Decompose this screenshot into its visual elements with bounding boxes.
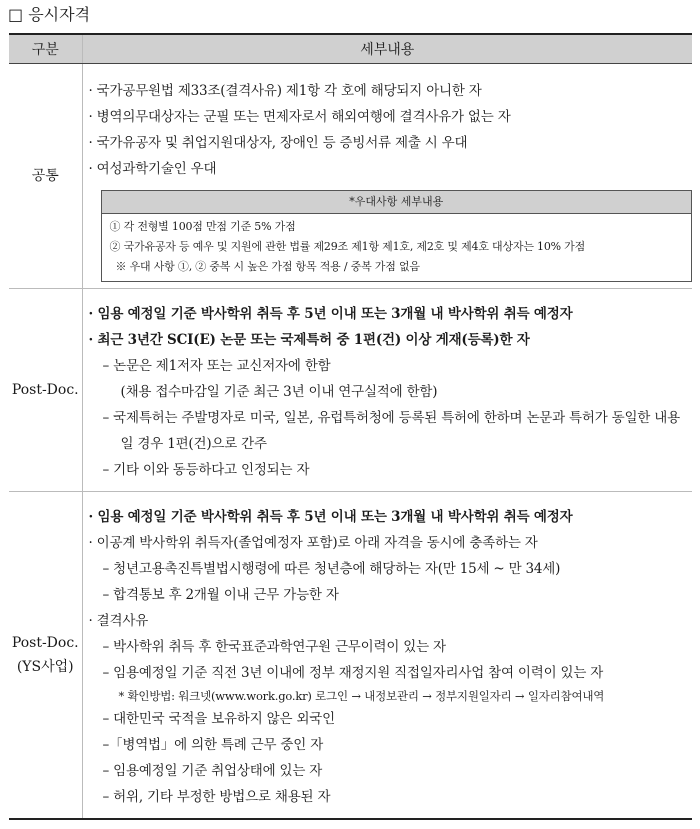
sub-item: –「병역법」에 의한 특례 근무 중인 자 [102,737,324,753]
verification-note: * 확인방법: 워크넷(www.work.go.kr) 로그인 → 내정보관리 → 정부지원일자리 → 일자리참여내역 [118,689,605,703]
list-item: · 국가공무원법 제33조(결격사유) 제1항 각 호에 해당되지 아니한 자 [88,83,482,99]
sub-item: – 기타 이와 동등하다고 인정되는 자 [102,462,310,478]
preference-item: ① 각 전형별 100점 만점 기준 5% 가점 [109,220,296,233]
preference-note: ※ 우대 사항 ①, ② 중복 시 높은 가점 항목 적용 / 중복 가점 없음 [115,260,420,273]
sub-item: – 임용예정일 기준 취업상태에 있는 자 [102,763,323,779]
eligibility-table [9,33,692,820]
category-postdoc-ys [9,492,82,820]
section-title: □ 응시자격 [8,5,91,24]
table-row-postdoc [9,289,692,492]
sub-item: – 허위, 기타 부정한 방법으로 채용된 자 [102,789,331,805]
list-item: · 결격사유 [88,613,149,629]
sub-item: – 국제특허는 주발명자로 미국, 일본, 유럽특허청에 등록된 특허에 한하며 논문과 특허가 동일한 내용일 경우 1편(건)으로 간주 [102,410,680,452]
details-postdoc-ys [82,492,692,820]
category-label: Post-Doc. [11,635,79,651]
sub-item: – 박사학위 취득 후 한국표준과학연구원 근무이력이 있는 자 [102,639,446,655]
sub-item: – 청년고용촉진특별법시행령에 따른 청년층에 해당하는 자(만 15세 ~ 만 34세) [102,561,561,577]
category-postdoc: Post-Doc. [9,289,82,492]
category-common: 공통 [9,64,82,289]
category-sublabel: (YS사업) [16,659,74,675]
table-header-row [9,34,692,64]
sub-item-note: (채용 접수마감일 기준 최근 3년 이내 연구실적에 한함) [120,384,438,400]
preference-box-title: *우대사항 세부내용 [102,191,692,214]
list-item: · 병역의무대상자는 군필 또는 면제자로서 해외여행에 결격사유가 없는 자 [88,109,511,125]
list-item: · 국가유공자 및 취업지원대상자, 장애인 등 증빙서류 제출 시 우대 [88,135,468,151]
header-category: 구분 [9,34,82,64]
list-item: · 이공계 박사학위 취득자(졸업예정자 포함)로 아래 자격을 동시에 충족하는 자 [88,535,538,551]
sub-item: – 대한민국 국적을 보유하지 않은 외국인 [102,711,335,727]
preference-item: ② 국가유공자 등 예우 및 지원에 관한 법률 제29조 제1항 제1호, 제2호 및 제4호 대상자는 10% 가점 [109,240,586,253]
table-row-common [9,64,692,289]
sub-item: – 논문은 제1저자 또는 교신저자에 한함 [102,358,331,374]
list-item: · 임용 예정일 기준 박사학위 취득 후 5년 이내 또는 3개월 내 박사학위 취득 예정자 [88,509,573,525]
sub-item: – 임용예정일 기준 직전 3년 이내에 정부 재정지원 직접일자리사업 참여 이력이 있는 자 [102,665,604,681]
details-postdoc [82,289,692,492]
list-item: · 최근 3년간 SCI(E) 논문 또는 국제특허 중 1편(건) 이상 게재(등록)한 자 [88,332,530,348]
preference-details-box [101,190,693,282]
list-item: · 임용 예정일 기준 박사학위 취득 후 5년 이내 또는 3개월 내 박사학위 취득 예정자 [88,306,573,322]
details-common [82,64,692,289]
table-row-postdoc-ys [9,492,692,820]
list-item: · 여성과학기술인 우대 [88,161,217,177]
header-details: 세부내용 [82,34,692,64]
sub-item: – 합격통보 후 2개월 이내 근무 가능한 자 [102,587,339,603]
